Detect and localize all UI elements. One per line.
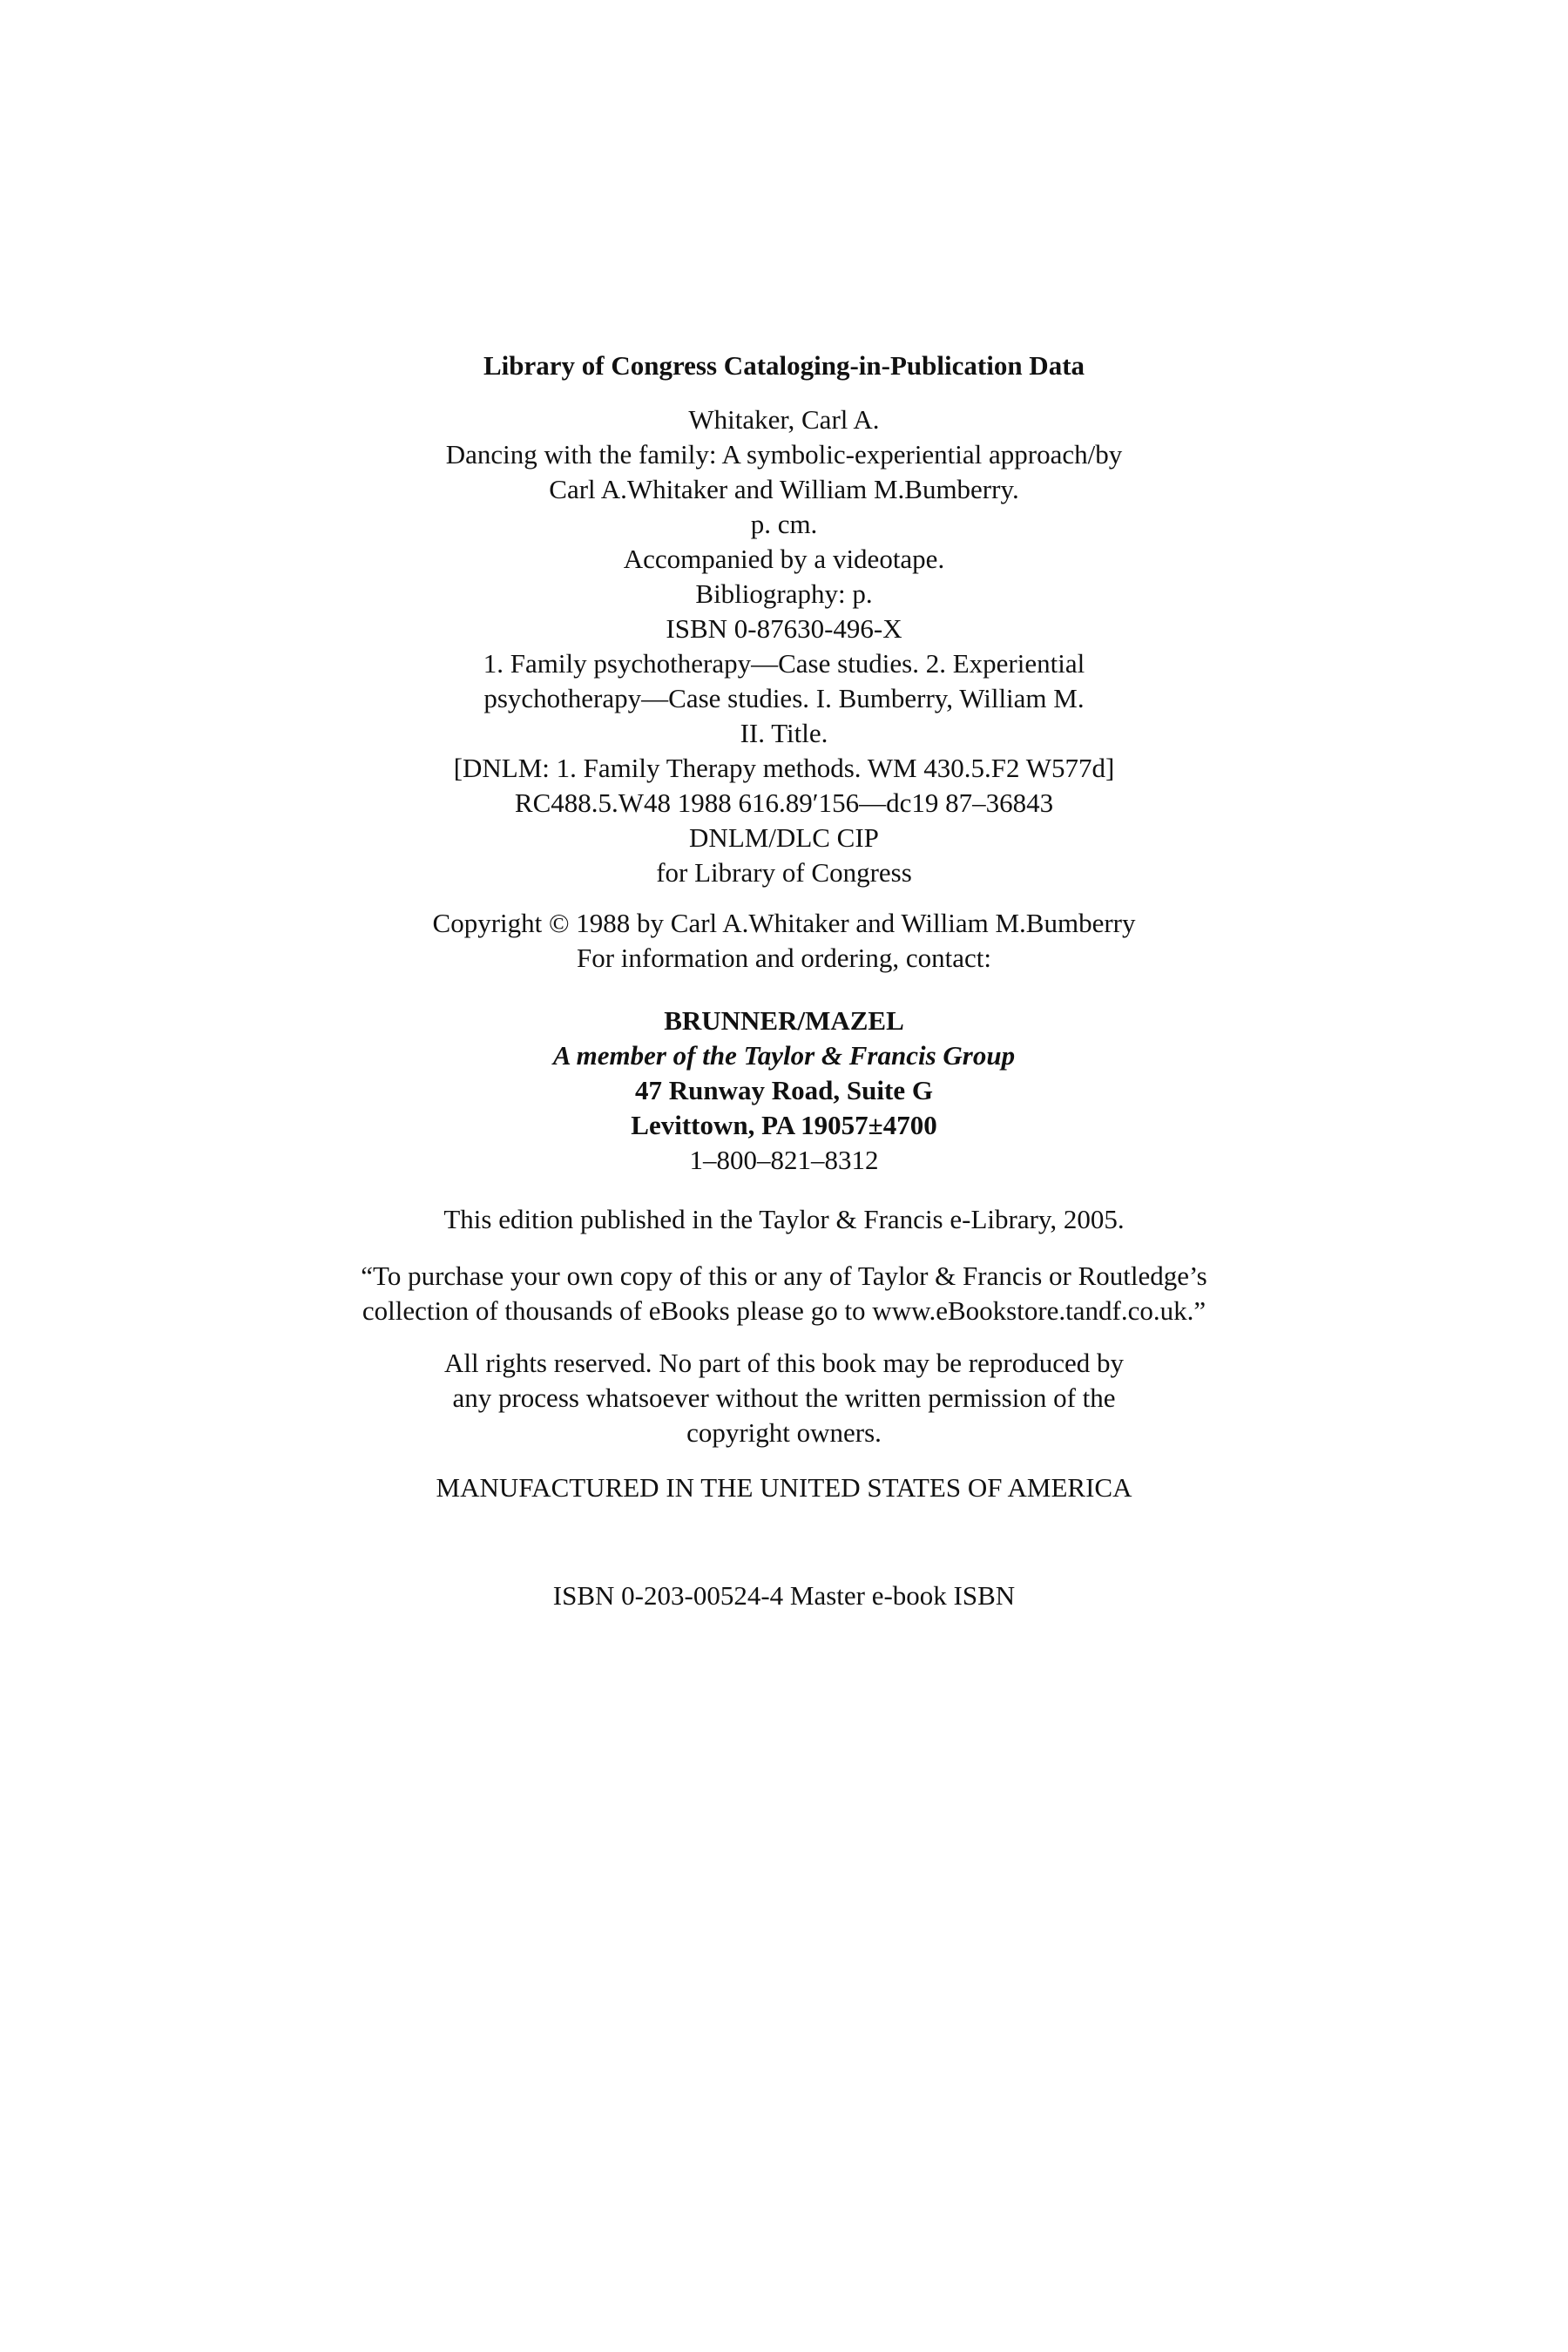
- publisher-address-city: Levittown, PA 19057±4700: [631, 1110, 937, 1140]
- purchase-line-1: “To purchase your own copy of this or any of Taylor & Francis or Routledge’s: [361, 1260, 1207, 1291]
- cip-author: Whitaker, Carl A.: [688, 404, 880, 435]
- cip-isbn: ISBN 0-87630-496-X: [666, 613, 902, 644]
- publisher-address-street: 47 Runway Road, Suite G: [635, 1075, 933, 1105]
- cip-title-line-2: Carl A.Whitaker and William M.Bumberry.: [549, 474, 1019, 504]
- publisher-member: A member of the Taylor & Francis Group: [552, 1040, 1016, 1071]
- cip-for-library: for Library of Congress: [656, 857, 912, 888]
- cip-title-line-1: Dancing with the family: A symbolic-experiential approach/by: [445, 439, 1123, 470]
- cip-subjects-line-2: psychotherapy—Case studies. I. Bumberry, William M.: [483, 683, 1085, 713]
- cip-note-bibliography: Bibliography: p.: [695, 578, 873, 609]
- ebook-isbn: [261, 1578, 1307, 1613]
- cip-subjects-line-1: 1. Family psychotherapy—Case studies. 2. Experiential: [483, 648, 1085, 679]
- edition-notice: [261, 1202, 1307, 1237]
- copyright-line: Copyright © 1988 by Carl A.Whitaker and William M.Bumberry: [432, 908, 1136, 938]
- cip-physical: p. cm.: [750, 509, 818, 539]
- manufactured-notice: [261, 1470, 1307, 1505]
- rights-line-2: any process whatsoever without the written permission of the: [452, 1382, 1116, 1413]
- cip-note-videotape: Accompanied by a videotape.: [623, 544, 945, 574]
- edition-line: This edition published in the Taylor & Francis e-Library, 2005.: [443, 1204, 1125, 1234]
- cip-record: [261, 402, 1307, 890]
- publisher-name: BRUNNER/MAZEL: [664, 1005, 904, 1036]
- cip-heading: [261, 348, 1307, 383]
- rights-line-3: copyright owners.: [686, 1417, 882, 1448]
- publisher-contact: [261, 1004, 1307, 1178]
- purchase-notice: [261, 1259, 1307, 1328]
- contact-line: For information and ordering, contact:: [576, 943, 992, 973]
- cip-dnlm: [DNLM: 1. Family Therapy methods. WM 430.5.F2 W577d]: [453, 753, 1115, 783]
- rights-line-1: All rights reserved. No part of this book may be reproduced by: [444, 1348, 1124, 1378]
- publisher-phone: 1–800–821–8312: [689, 1145, 879, 1175]
- cip-subjects-line-3: II. Title.: [740, 718, 828, 748]
- copyright-notice: [261, 906, 1307, 976]
- cip-source: DNLM/DLC CIP: [689, 822, 879, 853]
- cip-heading-text: Library of Congress Cataloging-in-Publication Data: [483, 350, 1085, 381]
- purchase-line-2: collection of thousands of eBooks please go to www.eBookstore.tandf.co.uk.”: [362, 1295, 1206, 1326]
- cip-call-number: RC488.5.W48 1988 616.89′156—dc19 87–36843: [514, 787, 1054, 818]
- rights-notice: [261, 1346, 1307, 1450]
- manufactured-line: MANUFACTURED IN THE UNITED STATES OF AMERICA: [436, 1472, 1132, 1503]
- ebook-isbn-line: ISBN 0-203-00524-4 Master e-book ISBN: [552, 1580, 1016, 1611]
